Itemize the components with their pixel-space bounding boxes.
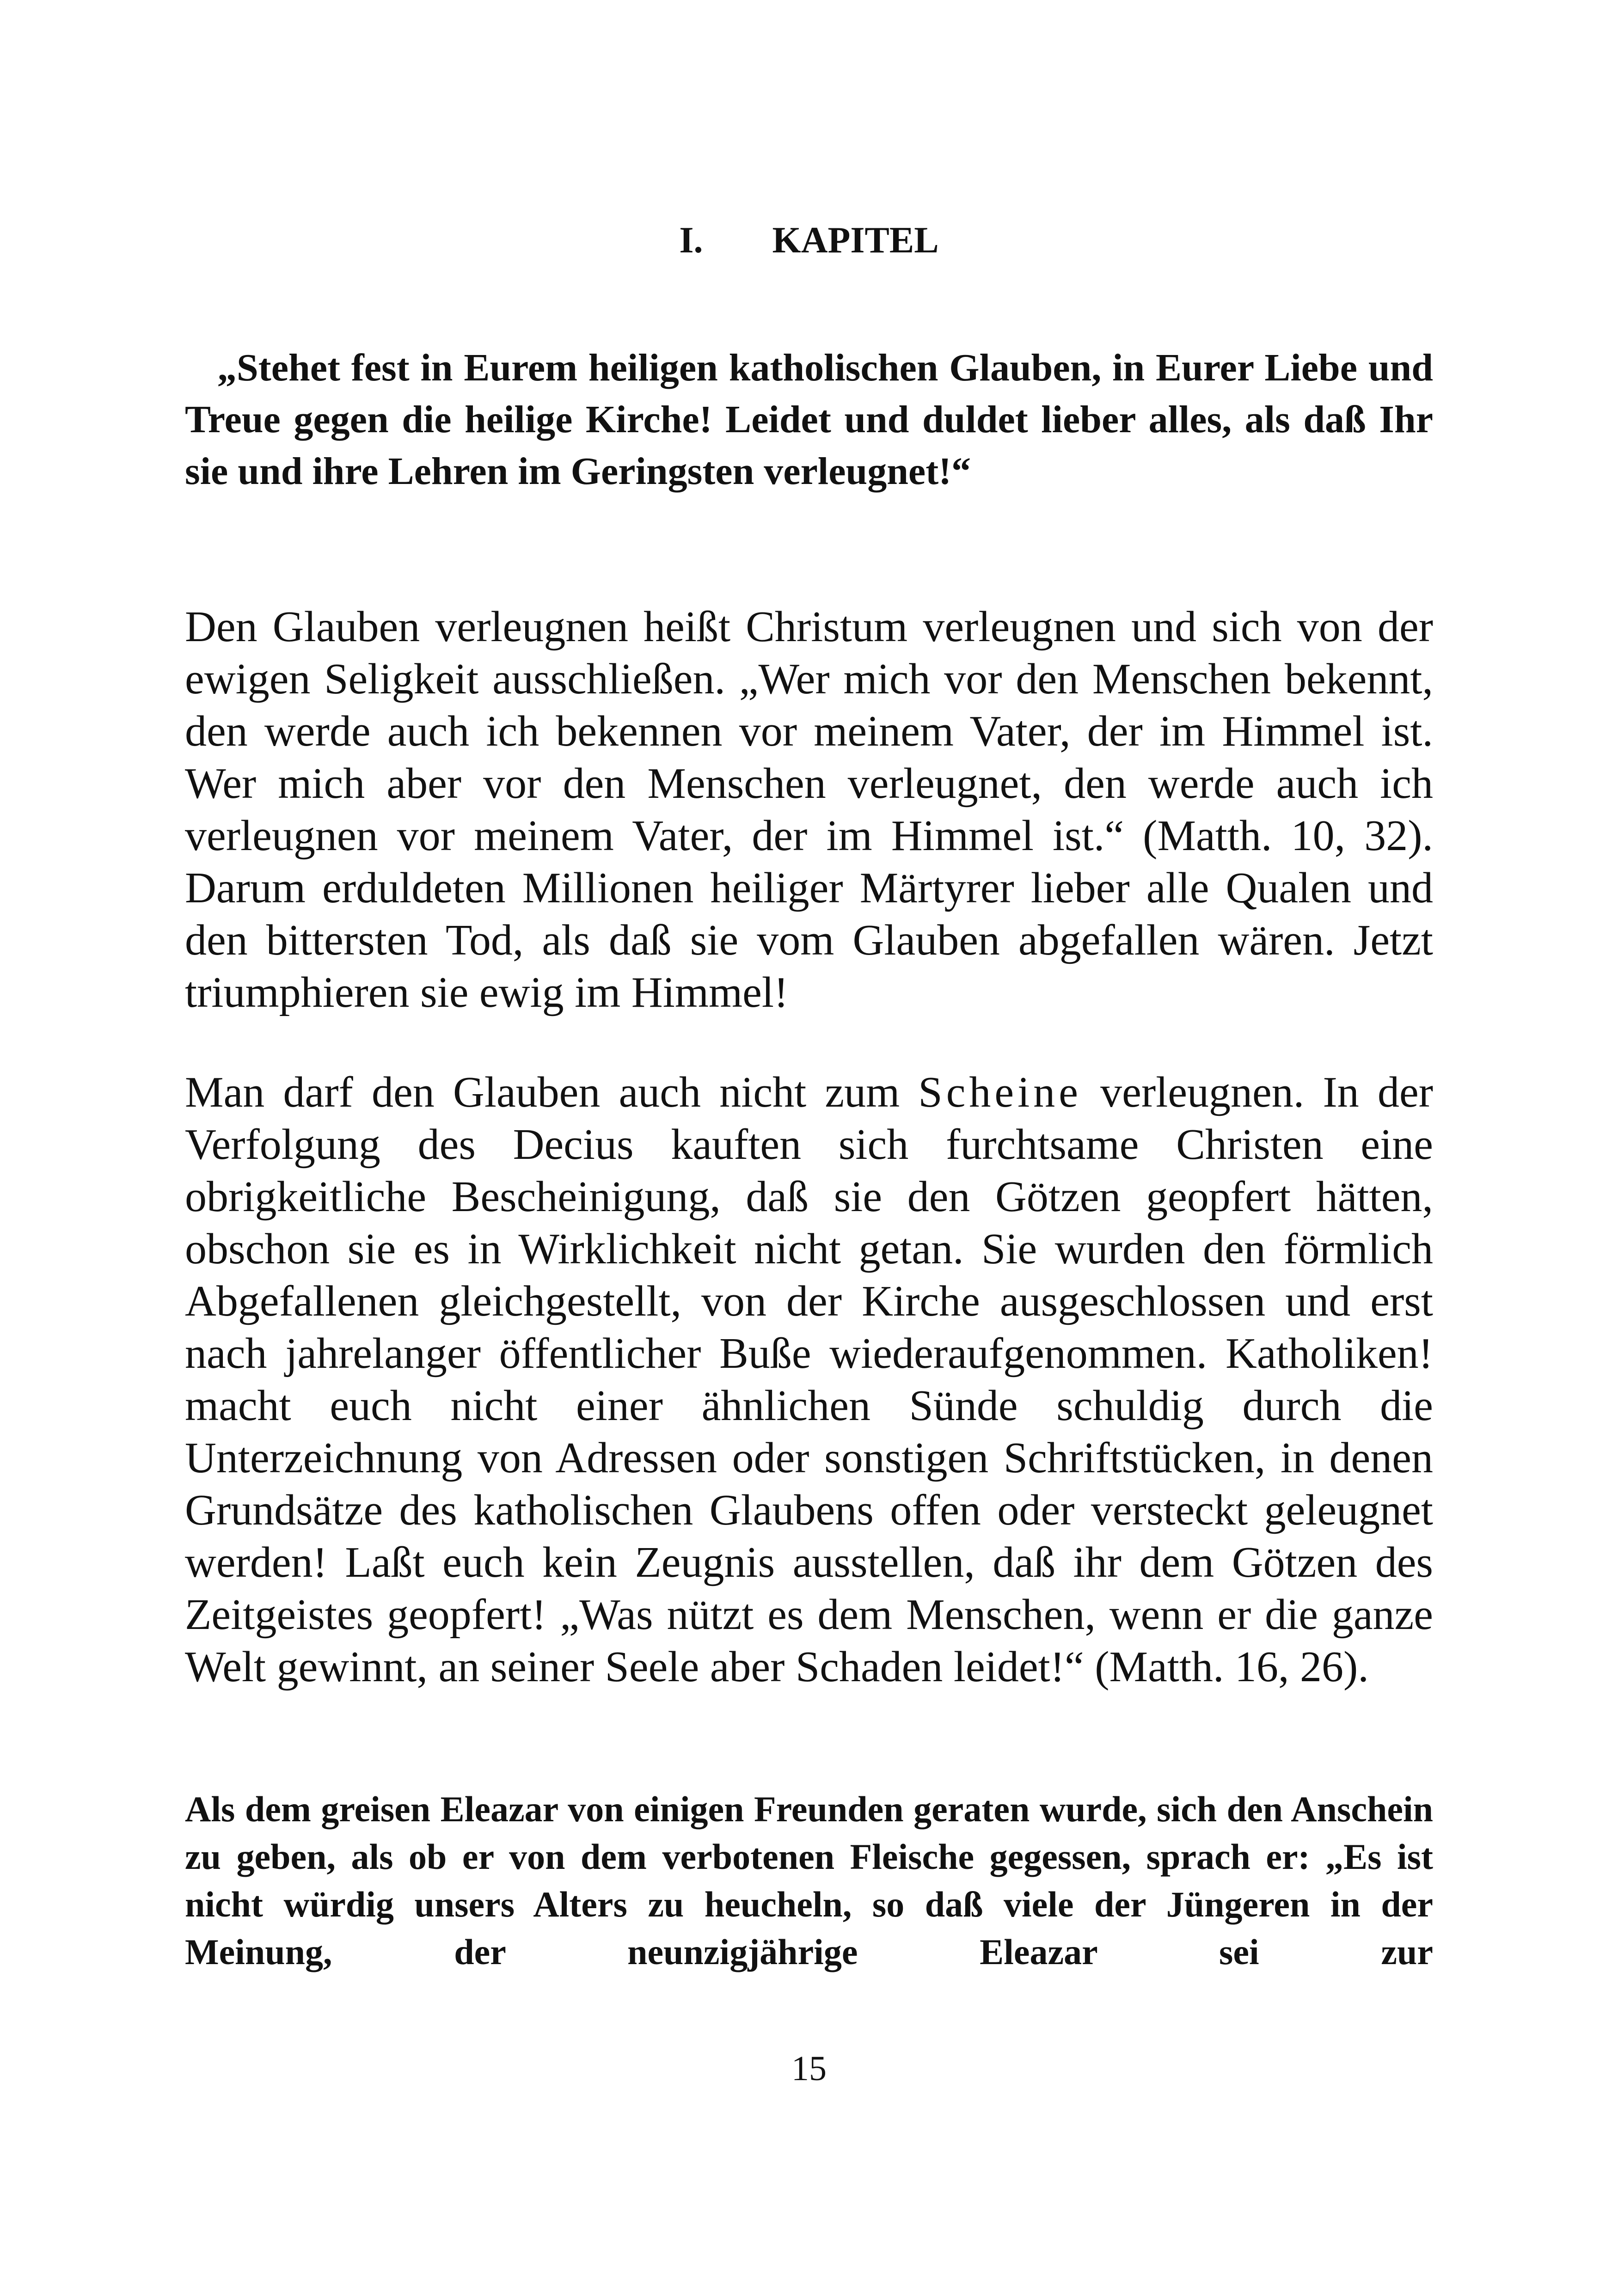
- chapter-heading: [0, 217, 1618, 263]
- chapter-number: I.: [679, 220, 703, 261]
- chapter-title: KAPITEL: [772, 220, 939, 261]
- opening-quote: „Stehet fest in Eurem heiligen katholischen Glauben, in Eurer Liebe und Treue gegen die heilige Kirche! Leidet und duldet lieber alles, als daß Ihr sie und ihre Lehren im Geringsten verleugnet!“: [185, 346, 1433, 493]
- paragraph-2-start: Man darf den Glauben auch nicht zum: [185, 1068, 919, 1116]
- emphasized-word: Scheine: [918, 1068, 1082, 1116]
- body-paragraph-1: Den Glauben verleugnen heißt Christum verleugnen und sich von der ewigen Seligkeit ausschließen. „Wer mich vor den Menschen bekennt, den werde auch ich bekennen vor meinem Vater, der im Himmel ist. Wer mich aber vor den Menschen verleugnet, den werde auch ich verleugnen vor meinem Vater, der im Himmel ist.“ (Matth. 10, 32). Darum erduldeten Millionen heiliger Märtyrer lieber alle Qualen und den bittersten Tod, als daß sie vom Glauben abgefallen wären. Jetzt triumphieren sie ewig im Himmel!: [185, 603, 1433, 1016]
- closing-paragraph: Als dem greisen Eleazar von einigen Freunden geraten wurde, sich den Anschein zu geben, als ob er von dem verbotenen Fleische gegessen, sprach er: „Es ist nicht würdig unsers Alters zu heucheln, so daß viele der Jüngeren in der Meinung, der neunzigjährige Eleazar sei zur: [185, 1789, 1433, 1972]
- paragraph-2-rest: verleugnen. In der Verfolgung des Decius kauften sich furchtsame Christen eine obrigkeitliche Bescheinigung, daß sie den Götzen geopfert hätten, obschon sie es in Wirklichkeit nicht getan. Sie wurden den förmlich Abgefallenen gleichgestellt, von der Kirche ausgeschlossen und erst nach jahrelanger öffentlicher Buße wiederaufgenommen. Katholiken! macht euch nicht einer ähnlichen Sünde schuldig durch die Unterzeichnung von Adressen oder sonstigen Schriftstücken, in denen Grundsätze des katholischen Glaubens offen oder versteckt geleugnet werden! Laßt euch kein Zeugnis ausstellen, daß ihr dem Götzen des Zeitgeistes geopfert! „Was nützt es dem Menschen, wenn er die ganze Welt gewinnt, an seiner Seele aber Schaden leidet!“ (Matth. 16, 26).: [185, 1068, 1433, 1691]
- page-number: 15: [791, 2049, 827, 2088]
- body-paragraph-2: [185, 1066, 1433, 1693]
